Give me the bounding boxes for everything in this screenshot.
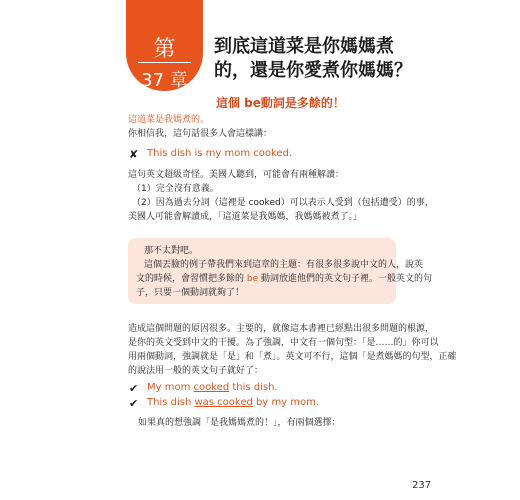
chapter-title xyxy=(214,35,474,83)
correct-example xyxy=(147,397,319,408)
title-line-1: 到底這道菜是你媽媽煮 xyxy=(214,36,394,57)
example-text: My mom xyxy=(147,382,194,393)
body-line: 造成這個問題的原因很多。主要的，就像這本書裡已經點出很多問題的根源， xyxy=(128,324,435,334)
note-text: 動詞放進他們的英文句子裡。一般英文的句 xyxy=(258,274,432,284)
chapter-badge xyxy=(126,0,203,91)
check-icon: ✔ xyxy=(129,382,139,395)
note-line: 這個丟臉的例子帶我們來到這章的主題：有很多很多說中文的人，說英 xyxy=(144,260,424,270)
example-underlined-verb: was cooked xyxy=(194,397,253,408)
example-text: by my mom. xyxy=(252,397,320,408)
closing-text: 如果真的想強調「是我媽媽煮的！」，有兩個選擇： xyxy=(138,418,341,428)
explanation-line: （1）完全沒有意義。 xyxy=(132,184,219,194)
note-line xyxy=(136,272,432,286)
body-line: 用兩個動詞，強調就是「是」和「煮」。英文可不行，這個「是煮媽媽的句型，正確 xyxy=(128,352,457,362)
chapter-number: 37 章 xyxy=(141,70,188,91)
body-line: 的說法用一般的英文句子就好了： xyxy=(128,366,264,376)
note-be-highlight: be xyxy=(246,274,259,284)
body-line: 是你的英文受到中文的干擾。為了強調，中文有一個句型：「是……的」你可以 xyxy=(128,338,439,348)
section-subtitle: 這個 be動詞是多餘的！ xyxy=(216,96,345,110)
wrong-example: This dish is my mom cooked. xyxy=(147,148,293,159)
note-line: 子，只要一個動詞就夠了！ xyxy=(136,288,245,298)
check-icon: ✔ xyxy=(129,397,139,410)
note-line: 那不太對吧。 xyxy=(144,246,199,256)
example-text: this dish. xyxy=(229,382,278,393)
example-text: This dish xyxy=(147,397,195,408)
chapter-divider xyxy=(138,62,191,63)
correct-example xyxy=(147,382,278,393)
example-underlined-verb: cooked xyxy=(193,382,230,393)
explanation-line: 這句英文超級奇怪。美國人聽到，可能會有兩種解讀： xyxy=(128,170,345,180)
cross-icon: ✘ xyxy=(129,148,139,161)
intro-red: 這道菜是我媽煮的。 xyxy=(128,115,210,125)
title-line-2: 的，還是你愛煮你媽媽？ xyxy=(214,60,412,81)
chapter-prefix: 第 xyxy=(153,37,176,62)
explanation-line: （2）因為過去分詞（這裡是 cooked）可以表示人受到（包括遭受）的事， xyxy=(132,198,434,208)
note-text: 文的時候，會習慣把多餘的 xyxy=(136,274,247,284)
page-number: 237 xyxy=(412,480,432,491)
explanation-line: 美國人可能會解讀成，「這道菜是我媽媽，我媽媽被煮了。」 xyxy=(128,212,363,222)
intro-text: 你相信我，這句話很多人會這樣講： xyxy=(128,129,273,139)
note-box xyxy=(128,238,432,304)
